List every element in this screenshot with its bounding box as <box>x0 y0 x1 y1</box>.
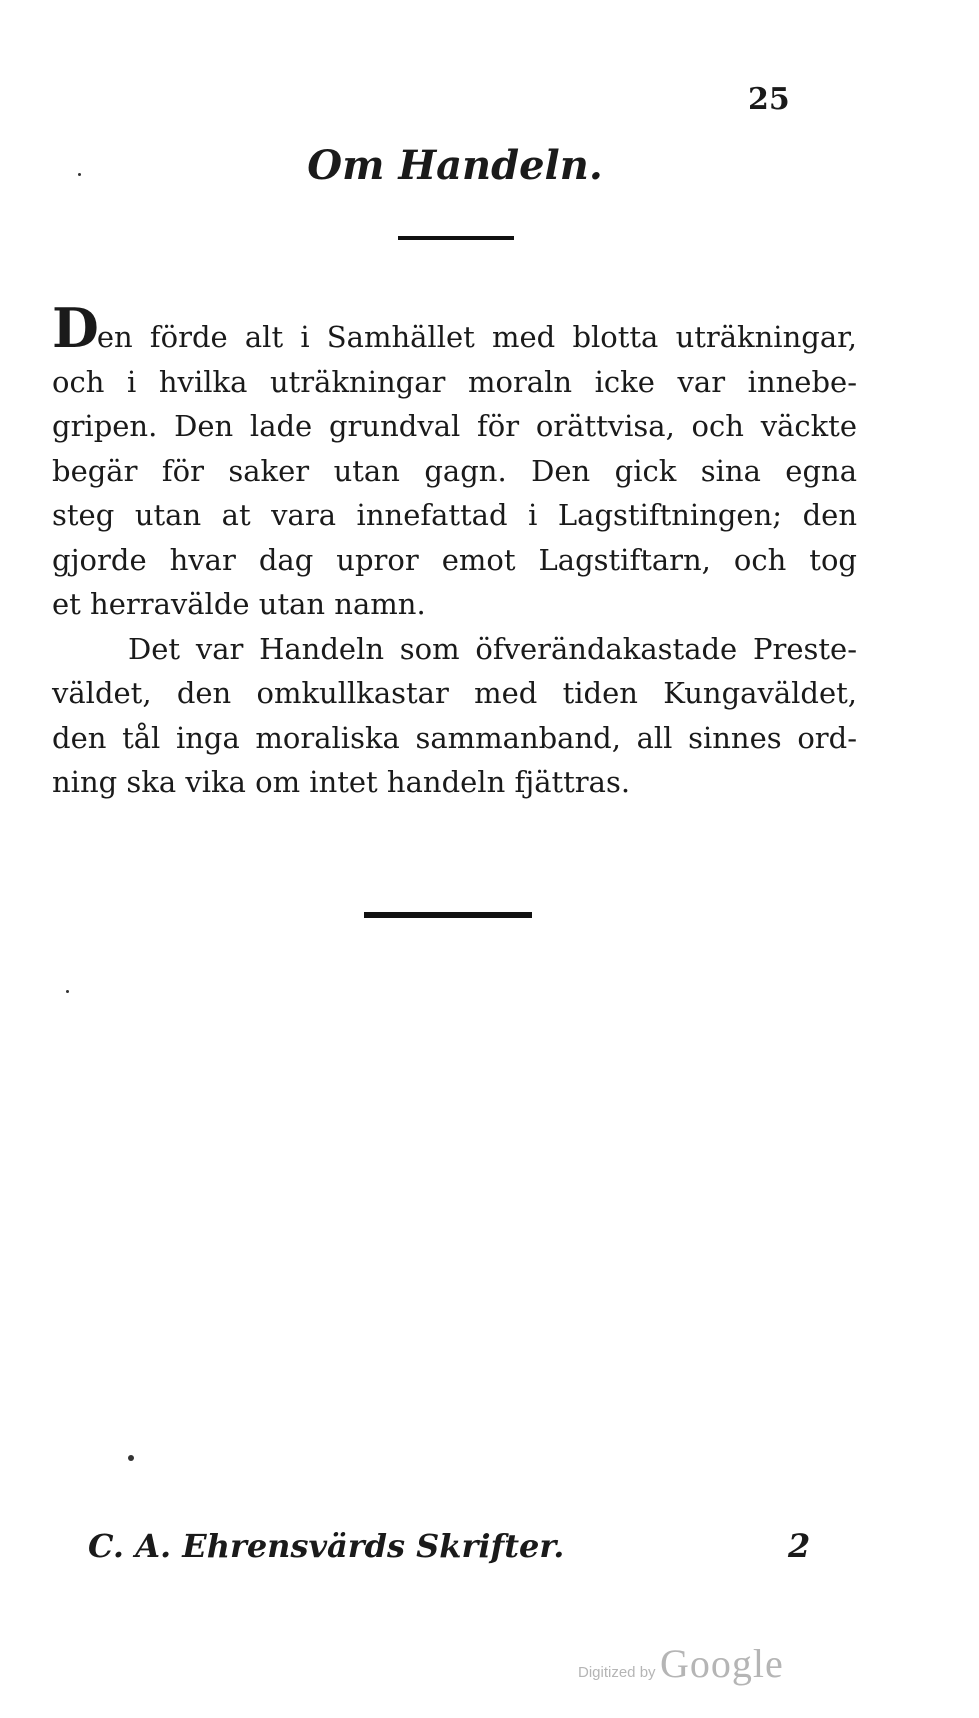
drop-cap: D <box>52 296 97 360</box>
section-end-rule <box>364 912 532 918</box>
paragraph-line: gjorde hvar dag upror emot Lagstiftarn, och tog <box>52 542 857 577</box>
paragraph-line: Det var Handeln som öfverändakastade Preste- <box>128 631 857 666</box>
footer-sheet-number: 2 <box>788 1527 811 1565</box>
paragraph-line: ning ska vika om intet handeln fjättras. <box>52 765 631 799</box>
page-number: 25 <box>748 82 790 117</box>
ink-speck <box>78 173 81 176</box>
paragraph-line-text: en förde alt i Samhället med blotta uträkningar, <box>96 320 857 354</box>
paragraph-line: steg utan at vara innefattad i Lagstiftningen; den <box>52 498 857 532</box>
paragraph-line: och i hvilka uträkningar moraln icke var innebe- <box>52 364 857 399</box>
paragraph-line: den tål inga moraliska sammanband, all sinnes ord- <box>52 720 857 755</box>
watermark-prefix: Digitized by <box>578 1664 656 1681</box>
ink-speck <box>66 990 69 993</box>
paragraph-line: et herravälde utan namn. <box>52 587 426 621</box>
paragraph-line: begär för saker utan gagn. Den gick sina egna <box>52 453 857 488</box>
watermark-logo: Google <box>660 1641 784 1686</box>
ink-speck <box>128 1455 134 1461</box>
paragraph-line: väldet, den omkullkastar med tiden Kungaväldet, <box>52 676 857 710</box>
paragraph-line: gripen. Den lade grundval för orättvisa, och väckte <box>52 409 857 443</box>
page-title: Om Handeln. <box>307 142 603 189</box>
footer-signature: C. A. Ehrensvärds Skrifter. <box>88 1527 565 1565</box>
paragraph-line <box>52 296 857 360</box>
body-text <box>52 296 857 805</box>
digitized-watermark <box>578 1640 784 1687</box>
title-rule <box>398 236 514 240</box>
